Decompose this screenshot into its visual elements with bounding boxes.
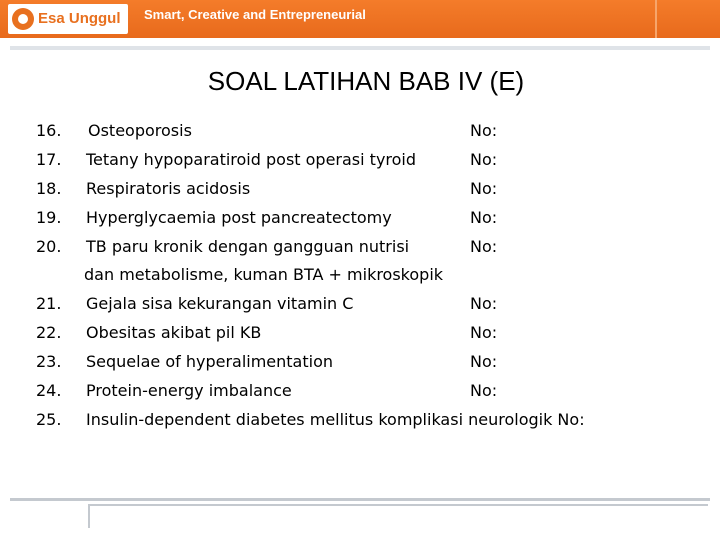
item-label-continuation: dan metabolisme, kuman BTA + mikroskopik xyxy=(84,265,444,284)
item-label: Protein-energy imbalance xyxy=(86,381,292,400)
header-bar xyxy=(0,0,720,38)
frame-top-line xyxy=(10,46,710,50)
frame-bottom-line xyxy=(10,498,710,501)
item-number: 22. xyxy=(36,323,62,342)
item-label: TB paru kronik dengan gangguan nutrisi xyxy=(86,237,410,256)
item-number: 17. xyxy=(36,150,62,169)
tagline: Smart, Creative and Entrepreneurial xyxy=(144,7,366,22)
item-no: No: xyxy=(470,179,498,198)
item-number: 21. xyxy=(36,294,62,313)
item-label: Osteoporosis xyxy=(88,121,192,140)
slide-title: SOAL LATIHAN BAB IV (E) xyxy=(207,66,525,96)
item-number: 24. xyxy=(36,381,62,400)
header-divider xyxy=(655,0,657,38)
item-number: 18. xyxy=(36,179,62,198)
logo-icon xyxy=(12,8,34,30)
item-label: Gejala sisa kekurangan vitamin C xyxy=(86,294,354,313)
item-no: No: xyxy=(470,323,498,342)
item-no: No: xyxy=(470,237,498,256)
item-number: 25. xyxy=(36,410,62,429)
logo-text: Esa Unggul xyxy=(38,10,121,27)
item-no: No: xyxy=(470,121,498,140)
item-number: 23. xyxy=(36,352,62,371)
item-label: Insulin-dependent diabetes mellitus komplikasi neurologik No: xyxy=(86,410,585,429)
item-number: 19. xyxy=(36,208,62,227)
item-no: No: xyxy=(470,208,498,227)
frame-bottom-box xyxy=(88,504,708,528)
item-label: Obesitas akibat pil KB xyxy=(86,323,262,342)
item-no: No: xyxy=(470,150,498,169)
logo xyxy=(8,4,128,34)
item-number: 20. xyxy=(36,237,62,256)
item-no: No: xyxy=(470,352,498,371)
item-no: No: xyxy=(470,294,498,313)
item-label: Sequelae of hyperalimentation xyxy=(86,352,334,371)
item-label: Tetany hypoparatiroid post operasi tyroid xyxy=(86,150,417,169)
item-label: Hyperglycaemia post pancreatectomy xyxy=(86,208,392,227)
item-label: Respiratoris acidosis xyxy=(86,179,251,198)
item-no: No: xyxy=(470,381,498,400)
item-number: 16. xyxy=(36,121,62,140)
